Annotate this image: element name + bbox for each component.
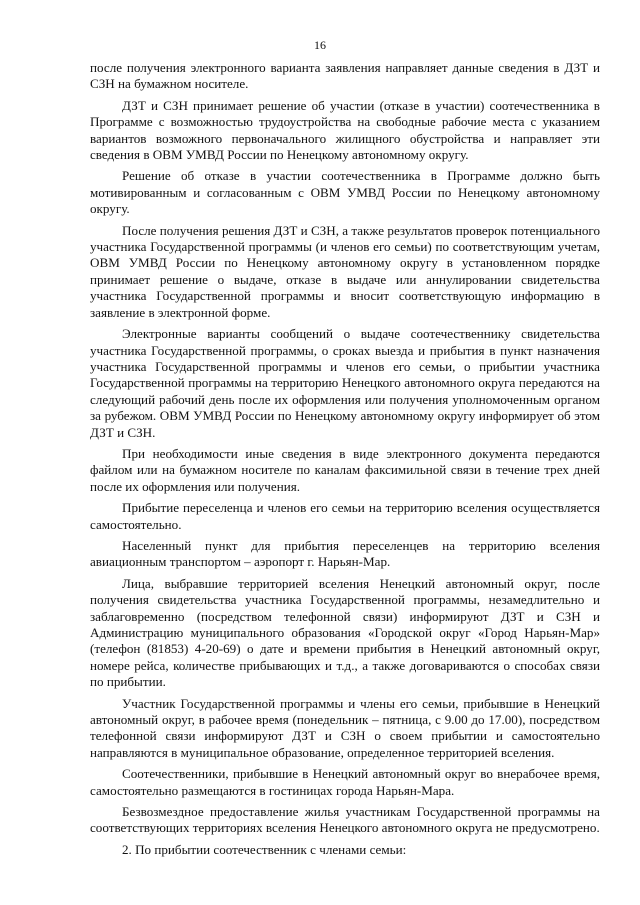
paragraph-airport: Населенный пункт для прибытия переселенцев на территорию вселения авиационным транспортом – аэропорт г. Нарьян-Мар. (90, 537, 600, 570)
paragraph-electronic-messages: Электронные варианты сообщений о выдаче соотечественнику свидетельства участника Государственной программы, о сроках выезда и прибытия в пункт назначения участника Государственной программы и членов его семьи, о прибытии участника Государственной программы на территорию Ненецкого автономного округа передаются на следующий рабочий день после их оформления или получения уполномоченным органом за рубежом. ОВМ УМВД России по Ненецкому автономному округу информирует об этом ДЗТ и СЗН. (90, 326, 600, 440)
paragraph-continuation: после получения электронного варианта заявления направляет данные сведения в ДЗТ и СЗН на бумажном носителе. (90, 60, 600, 92)
paragraph-certificate: После получения решения ДЗТ и СЗН, а также результатов проверок потенциального участника Государственной программы (и членов его семьи) по соответствующим учетам, ОВМ УМВД России по Ненецкому автономному округу в установленном порядке принимает решение о выдаче, отказе в выдаче или аннулировании свидетельства участника Государственной программы и вносит соответствующую информацию в заявление в электронной форме. (90, 222, 600, 320)
paragraph-decision: ДЗТ и СЗН принимает решение об участии (отказе в участии) соотечественника в Программе с возможностью трудоустройства на свободные рабочие места с указанием вариантов возможного первоначального жилищного обустройства и направляет эти сведения в ОВМ УМВД России по Ненецкому автономному округу. (90, 97, 600, 163)
paragraph-notification: Лица, выбравшие территорией вселения Ненецкий автономный округ, после получения свидетельства участника Государственной программы, незамедлительно и заблаговременно (посредством телефонной связи) информируют ДЗТ и СЗН и Администрацию муниципального образования «Городской округ «Город Нарьян-Мар» (телефон (81853) 4-20-69) о дате и времени прибытия в Ненецкий автономный округ, номере рейса, количестве прибывающих и т.д., а также договариваются о способах связи по прибытии. (90, 575, 600, 690)
paragraph-other-info: При необходимости иные сведения в виде электронного документа передаются файлом или на бумажном носителе по каналам факсимильной связи в течение трех дней после их оформления или получения. (90, 445, 600, 494)
paragraph-refusal: Решение об отказе в участии соотечественника в Программе должно быть мотивированным и согласованным с ОВМ УМВД России по Ненецкому автономному округу. (90, 168, 600, 217)
document-body (90, 60, 600, 863)
paragraph-after-hours: Соотечественники, прибывшие в Ненецкий автономный округ во внерабочее время, самостоятельно размещаются в гостиницах города Нарьян-Мара. (90, 766, 600, 798)
list-item-upon-arrival: 2. По прибытии соотечественник с членами семьи: (122, 841, 407, 857)
paragraph-working-hours: Участник Государственной программы и члены его семьи, прибывшие в Ненецкий автономный округ, в рабочее время (понедельник – пятница, с 9.00 до 17.00), посредством телефонной связи информируют ДЗТ и СЗН о своем прибытии и самостоятельно направляются в муниципальное образование, определенное территорией вселения. (90, 695, 600, 760)
page-number: 16 (314, 38, 326, 52)
paragraph-housing: Безвозмездное предоставление жилья участникам Государственной программы на соответствующих территориях вселения Ненецкого автономного округа не предусмотрено. (90, 804, 600, 836)
paragraph-arrival: Прибытие переселенца и членов его семьи на территорию вселения осуществляется самостоятельно. (90, 500, 600, 532)
